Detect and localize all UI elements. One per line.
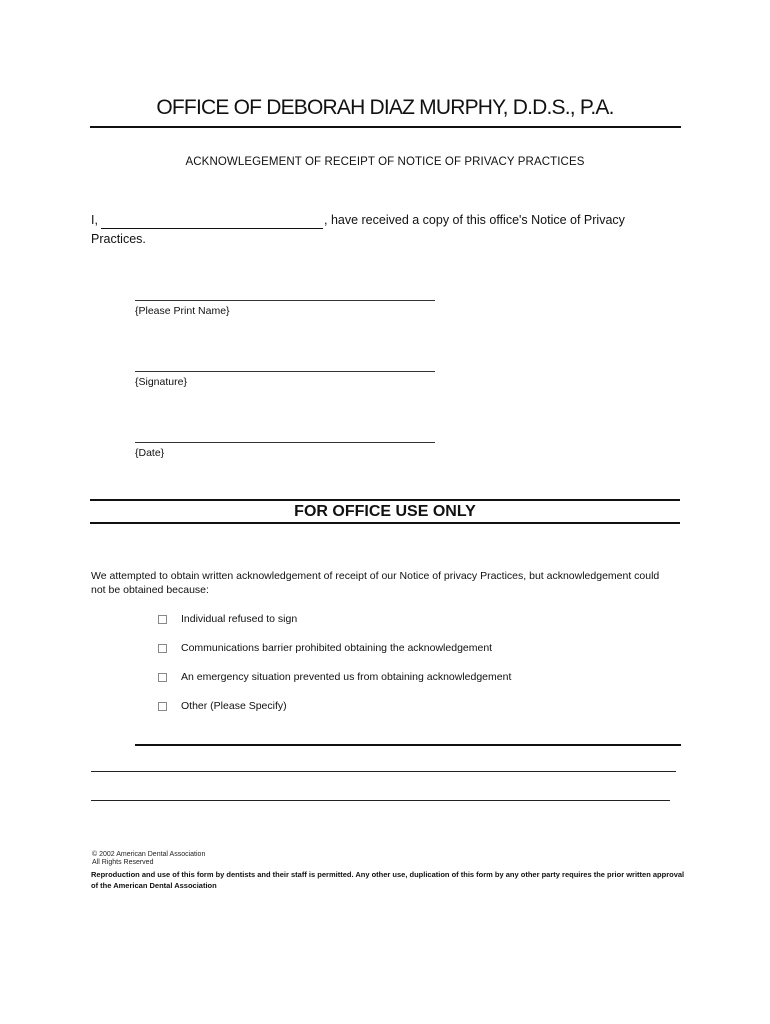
option-emergency-label: An emergency situation prevented us from obtaining acknowledgement <box>181 671 512 683</box>
signature-label: {Signature} <box>135 376 187 388</box>
signature-line[interactable] <box>135 371 435 372</box>
date-label: {Date} <box>135 447 165 459</box>
statement-prefix: I, <box>91 213 98 227</box>
checkbox-other[interactable] <box>158 702 167 711</box>
specify-line-1[interactable] <box>135 744 681 746</box>
reproduction-note: Reproduction and use of this form by dentists and their staff is permitted. Any other use, duplication of this form by any other party requires the prior written approval of the American Dental Association <box>91 870 685 890</box>
form-title: ACKNOWLEGEMENT OF RECEIPT OF NOTICE OF PRIVACY PRACTICES <box>185 156 585 168</box>
office-use-title: FOR OFFICE USE ONLY <box>294 503 476 520</box>
option-communications-label: Communications barrier prohibited obtaining the acknowledgement <box>181 642 493 654</box>
office-use-top-rule <box>90 499 680 501</box>
copyright-line1: © 2002 American Dental Association <box>92 851 206 858</box>
option-refused-label: Individual refused to sign <box>181 613 298 625</box>
title-divider <box>90 126 681 128</box>
print-name-line[interactable] <box>135 300 435 301</box>
office-title: OFFICE OF DEBORAH DIAZ MURPHY, D.D.S., P.A. <box>156 96 614 119</box>
statement-line2: Practices. <box>91 232 146 246</box>
date-line[interactable] <box>135 442 435 443</box>
checkbox-emergency[interactable] <box>158 673 167 682</box>
print-name-label: {Please Print Name} <box>135 305 230 317</box>
checkbox-refused[interactable] <box>158 615 167 624</box>
office-use-intro-line1: We attempted to obtain written acknowledgement of receipt of our Notice of privacy Practices, but acknowledgement could <box>91 570 660 582</box>
option-other-label: Other (Please Specify) <box>181 700 287 712</box>
office-use-bottom-rule <box>90 522 680 524</box>
specify-line-3[interactable] <box>91 800 670 801</box>
checkbox-communications-barrier[interactable] <box>158 644 167 653</box>
statement-line1: , have received a copy of this office's Notice of Privacy <box>324 213 625 227</box>
specify-line-2[interactable] <box>91 771 676 772</box>
copyright-line2: All Rights Reserved <box>92 859 154 866</box>
office-use-intro-line2: not be obtained because: <box>91 584 209 596</box>
name-blank-field[interactable] <box>101 213 323 229</box>
